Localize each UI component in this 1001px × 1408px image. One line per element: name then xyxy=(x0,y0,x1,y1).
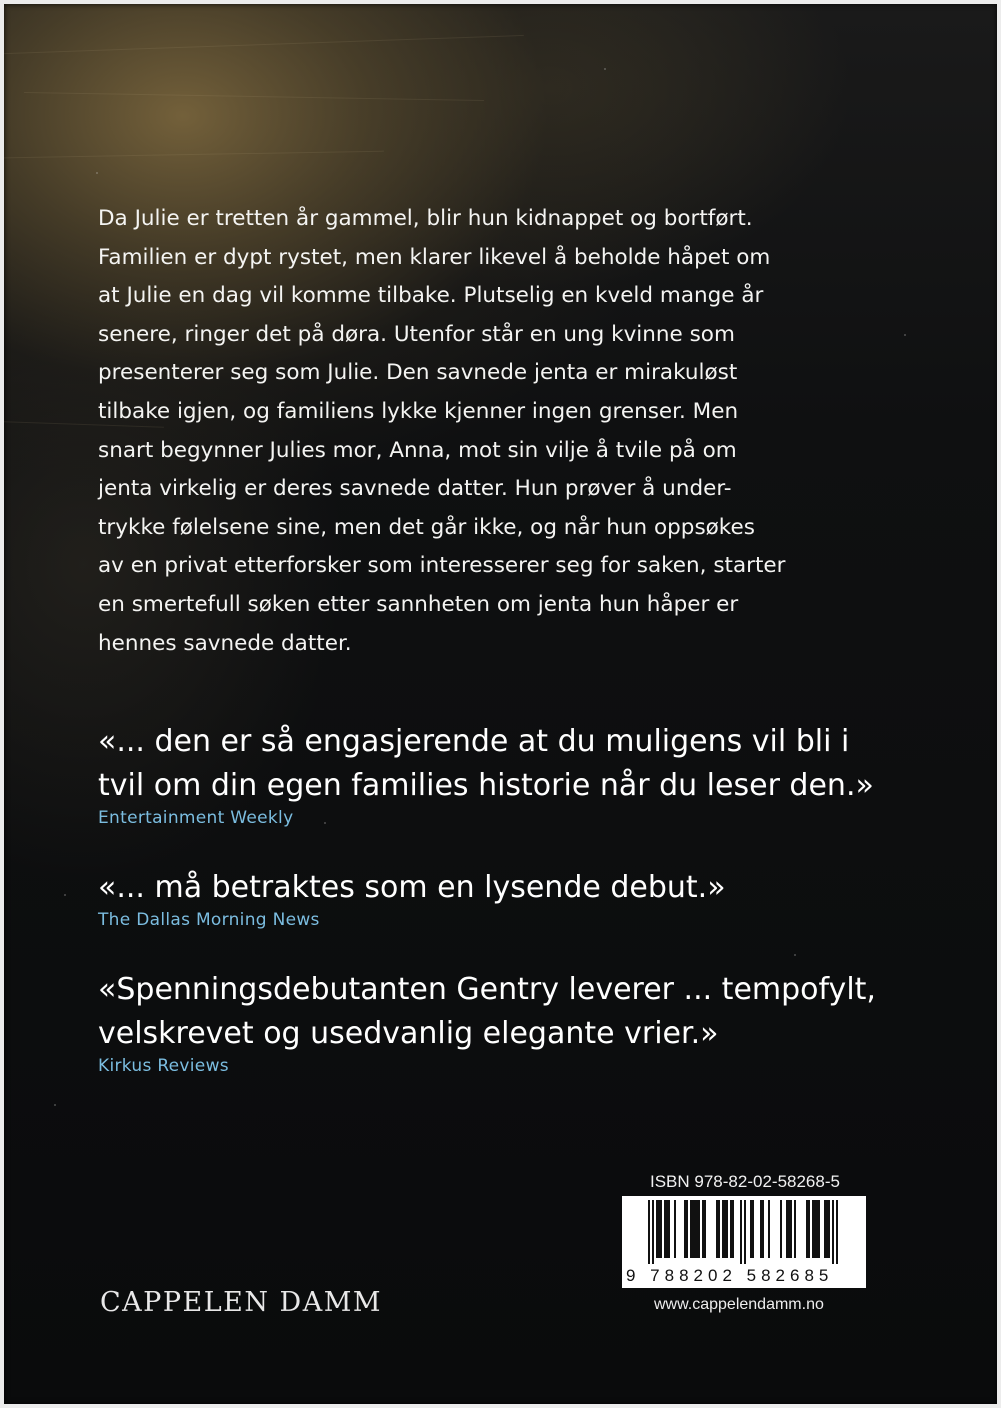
quote-line: tvil om din egen families historie når du leser den.» xyxy=(98,768,874,803)
blurb-line: en smertefull søken etter sannheten om jenta hun håper er xyxy=(98,591,739,617)
barcode-bar xyxy=(684,1200,688,1258)
barcode-bar xyxy=(780,1200,782,1258)
quote-line: «... den er så engasjerende at du muligens vil bli i xyxy=(98,724,850,759)
barcode-bar xyxy=(812,1200,818,1258)
blurb-line: at Julie en dag vil komme tilbake. Plutselig en kveld mange år xyxy=(98,283,764,309)
barcode-bars xyxy=(648,1200,856,1264)
blurb-line: hennes savnede datter. xyxy=(98,630,352,656)
barcode-bar xyxy=(760,1200,762,1258)
review-quote-kirkus-reviews xyxy=(98,968,908,1076)
blurb-paragraph xyxy=(98,200,898,663)
quote-source: The Dallas Morning News xyxy=(98,910,320,930)
barcode-bar xyxy=(664,1200,668,1258)
barcode-bar xyxy=(656,1200,662,1258)
speck xyxy=(904,334,906,336)
barcode-bar xyxy=(768,1200,770,1258)
publisher-logo: CAPPELEN DAMM xyxy=(100,1287,382,1318)
barcode-bar xyxy=(818,1200,820,1258)
barcode-bar xyxy=(836,1200,838,1264)
speck xyxy=(96,172,98,174)
review-quote-dallas-morning-news xyxy=(98,866,908,930)
quote-line: «Spenningsdebutanten Gentry leverer ... tempofylt, xyxy=(98,972,876,1007)
barcode-bar xyxy=(668,1200,670,1258)
blurb-line: Familien er dypt rystet, men klarer likevel å beholde håpet om xyxy=(98,244,771,270)
barcode-bar xyxy=(716,1200,720,1258)
isbn-barcode xyxy=(622,1196,866,1288)
publisher-website: www.cappelendamm.no xyxy=(654,1296,824,1313)
quote-line: «... må betraktes som en lysende debut.» xyxy=(98,870,726,905)
barcode-bar xyxy=(740,1200,742,1264)
quote-source: Entertainment Weekly xyxy=(98,808,294,828)
blurb-line: trykke følelsene sine, men det går ikke, og når hun oppsøkes xyxy=(98,514,755,540)
barcode-bar xyxy=(790,1200,792,1258)
quote-line: velskrevet og usedvanlig elegante vrier.» xyxy=(98,1016,719,1051)
blurb-line: Da Julie er tretten år gammel, blir hun kidnappet og bortført. xyxy=(98,206,753,231)
barcode-digits: 9 788202 582685 xyxy=(626,1266,834,1285)
barcode-bar xyxy=(824,1200,830,1258)
isbn-label: ISBN 978-82-02-58268-5 xyxy=(650,1172,840,1191)
barcode-bar xyxy=(724,1200,728,1258)
book-back-cover xyxy=(4,4,997,1404)
paper-texture xyxy=(4,35,524,54)
barcode-bar xyxy=(674,1200,676,1258)
barcode-bar xyxy=(832,1200,834,1264)
blurb-line: tilbake igjen, og familiens lykke kjenner ingen grenser. Men xyxy=(98,398,739,424)
speck xyxy=(794,954,796,956)
blurb-line: senere, ringer det på døra. Utenfor står en ung kvinne som xyxy=(98,321,735,347)
barcode-bar xyxy=(786,1200,790,1258)
barcode-bar xyxy=(750,1200,754,1258)
review-quote-entertainment-weekly xyxy=(98,720,908,828)
barcode-bar xyxy=(762,1200,764,1258)
speck xyxy=(604,68,606,70)
paper-texture xyxy=(4,151,384,159)
barcode-bar xyxy=(722,1200,724,1258)
barcode-bar xyxy=(794,1200,796,1258)
barcode-bar xyxy=(730,1200,734,1258)
barcode-bar xyxy=(652,1200,654,1264)
blurb-line: av en privat etterforsker som interesserer seg for saken, starter xyxy=(98,553,786,579)
barcode-bar xyxy=(702,1200,706,1258)
blurb-line: jenta virkelig er deres savnede datter. Hun prøver å under- xyxy=(98,476,732,502)
blurb-line: snart begynner Julies mor, Anna, mot sin vilje å tvile på om xyxy=(98,437,737,463)
speck xyxy=(54,1104,56,1106)
barcode-bar xyxy=(806,1200,810,1258)
blurb-line: presenterer seg som Julie. Den savnede jenta er mirakuløst xyxy=(98,360,738,386)
barcode-bar xyxy=(696,1200,700,1258)
speck xyxy=(64,894,66,896)
barcode-bar xyxy=(690,1200,696,1258)
barcode-bar xyxy=(648,1200,650,1264)
paper-texture xyxy=(24,92,484,101)
quote-source: Kirkus Reviews xyxy=(98,1056,229,1076)
barcode-bar xyxy=(744,1200,746,1264)
